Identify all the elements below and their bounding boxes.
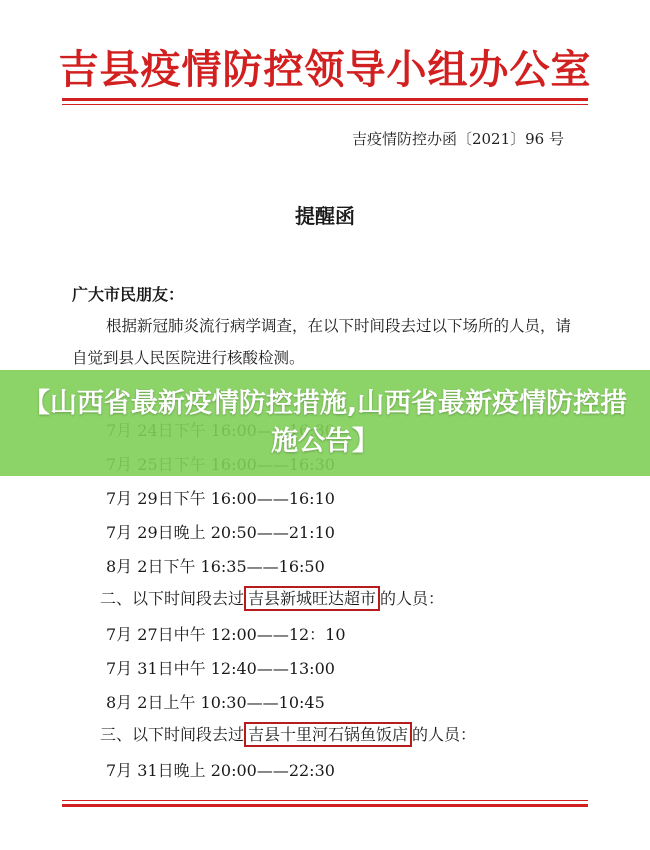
org-title: 吉县疫情防控领导小组办公室 xyxy=(58,47,592,93)
time-entry: 7月 29日下午 16:00——16:10 xyxy=(106,489,335,508)
section-heading: 二、以下时间段去过 吉县新城旺达超市 的人员： xyxy=(100,586,444,609)
header-rule-thin xyxy=(62,104,588,105)
section-heading: 三、以下时间段去过 吉县十里河石锅鱼饭店 的人员： xyxy=(100,722,476,745)
header-rule-thick xyxy=(62,98,588,101)
time-entry: 7月 31日晚上 20:00——22:30 xyxy=(106,761,335,780)
time-entry: 8月 2日下午 16:35——16:50 xyxy=(106,557,325,576)
document-type-title: 提醒函 xyxy=(295,204,355,228)
document-number: 吉疫情防控办函〔2021〕96 号 xyxy=(351,130,564,148)
time-entry: 8月 2日上午 10:30——10:45 xyxy=(106,693,325,712)
highlighted-place: 吉县新城旺达超市 xyxy=(244,586,380,611)
intro-paragraph: 根据新冠肺炎流行病学调查，在以下时间段去过以下场所的人员，请自觉到县人民医院进行核酸检测。 xyxy=(72,317,572,367)
salutation: 广大市民朋友： xyxy=(72,285,185,304)
time-entry: 7月 27日中午 12:00——12：10 xyxy=(106,625,346,644)
headline-banner xyxy=(0,370,650,476)
footer-rule-thick xyxy=(62,804,588,807)
banner-text: 【山西省最新疫情防控措施,山西省最新疫情防控措施公告】 xyxy=(22,388,628,457)
time-entry: 7月 31日中午 12:40——13:00 xyxy=(106,659,335,678)
time-entry: 7月 29日晚上 20:50——21:10 xyxy=(106,523,335,542)
footer-rule-thin xyxy=(62,800,588,801)
highlighted-place: 吉县十里河石锅鱼饭店 xyxy=(244,722,412,747)
